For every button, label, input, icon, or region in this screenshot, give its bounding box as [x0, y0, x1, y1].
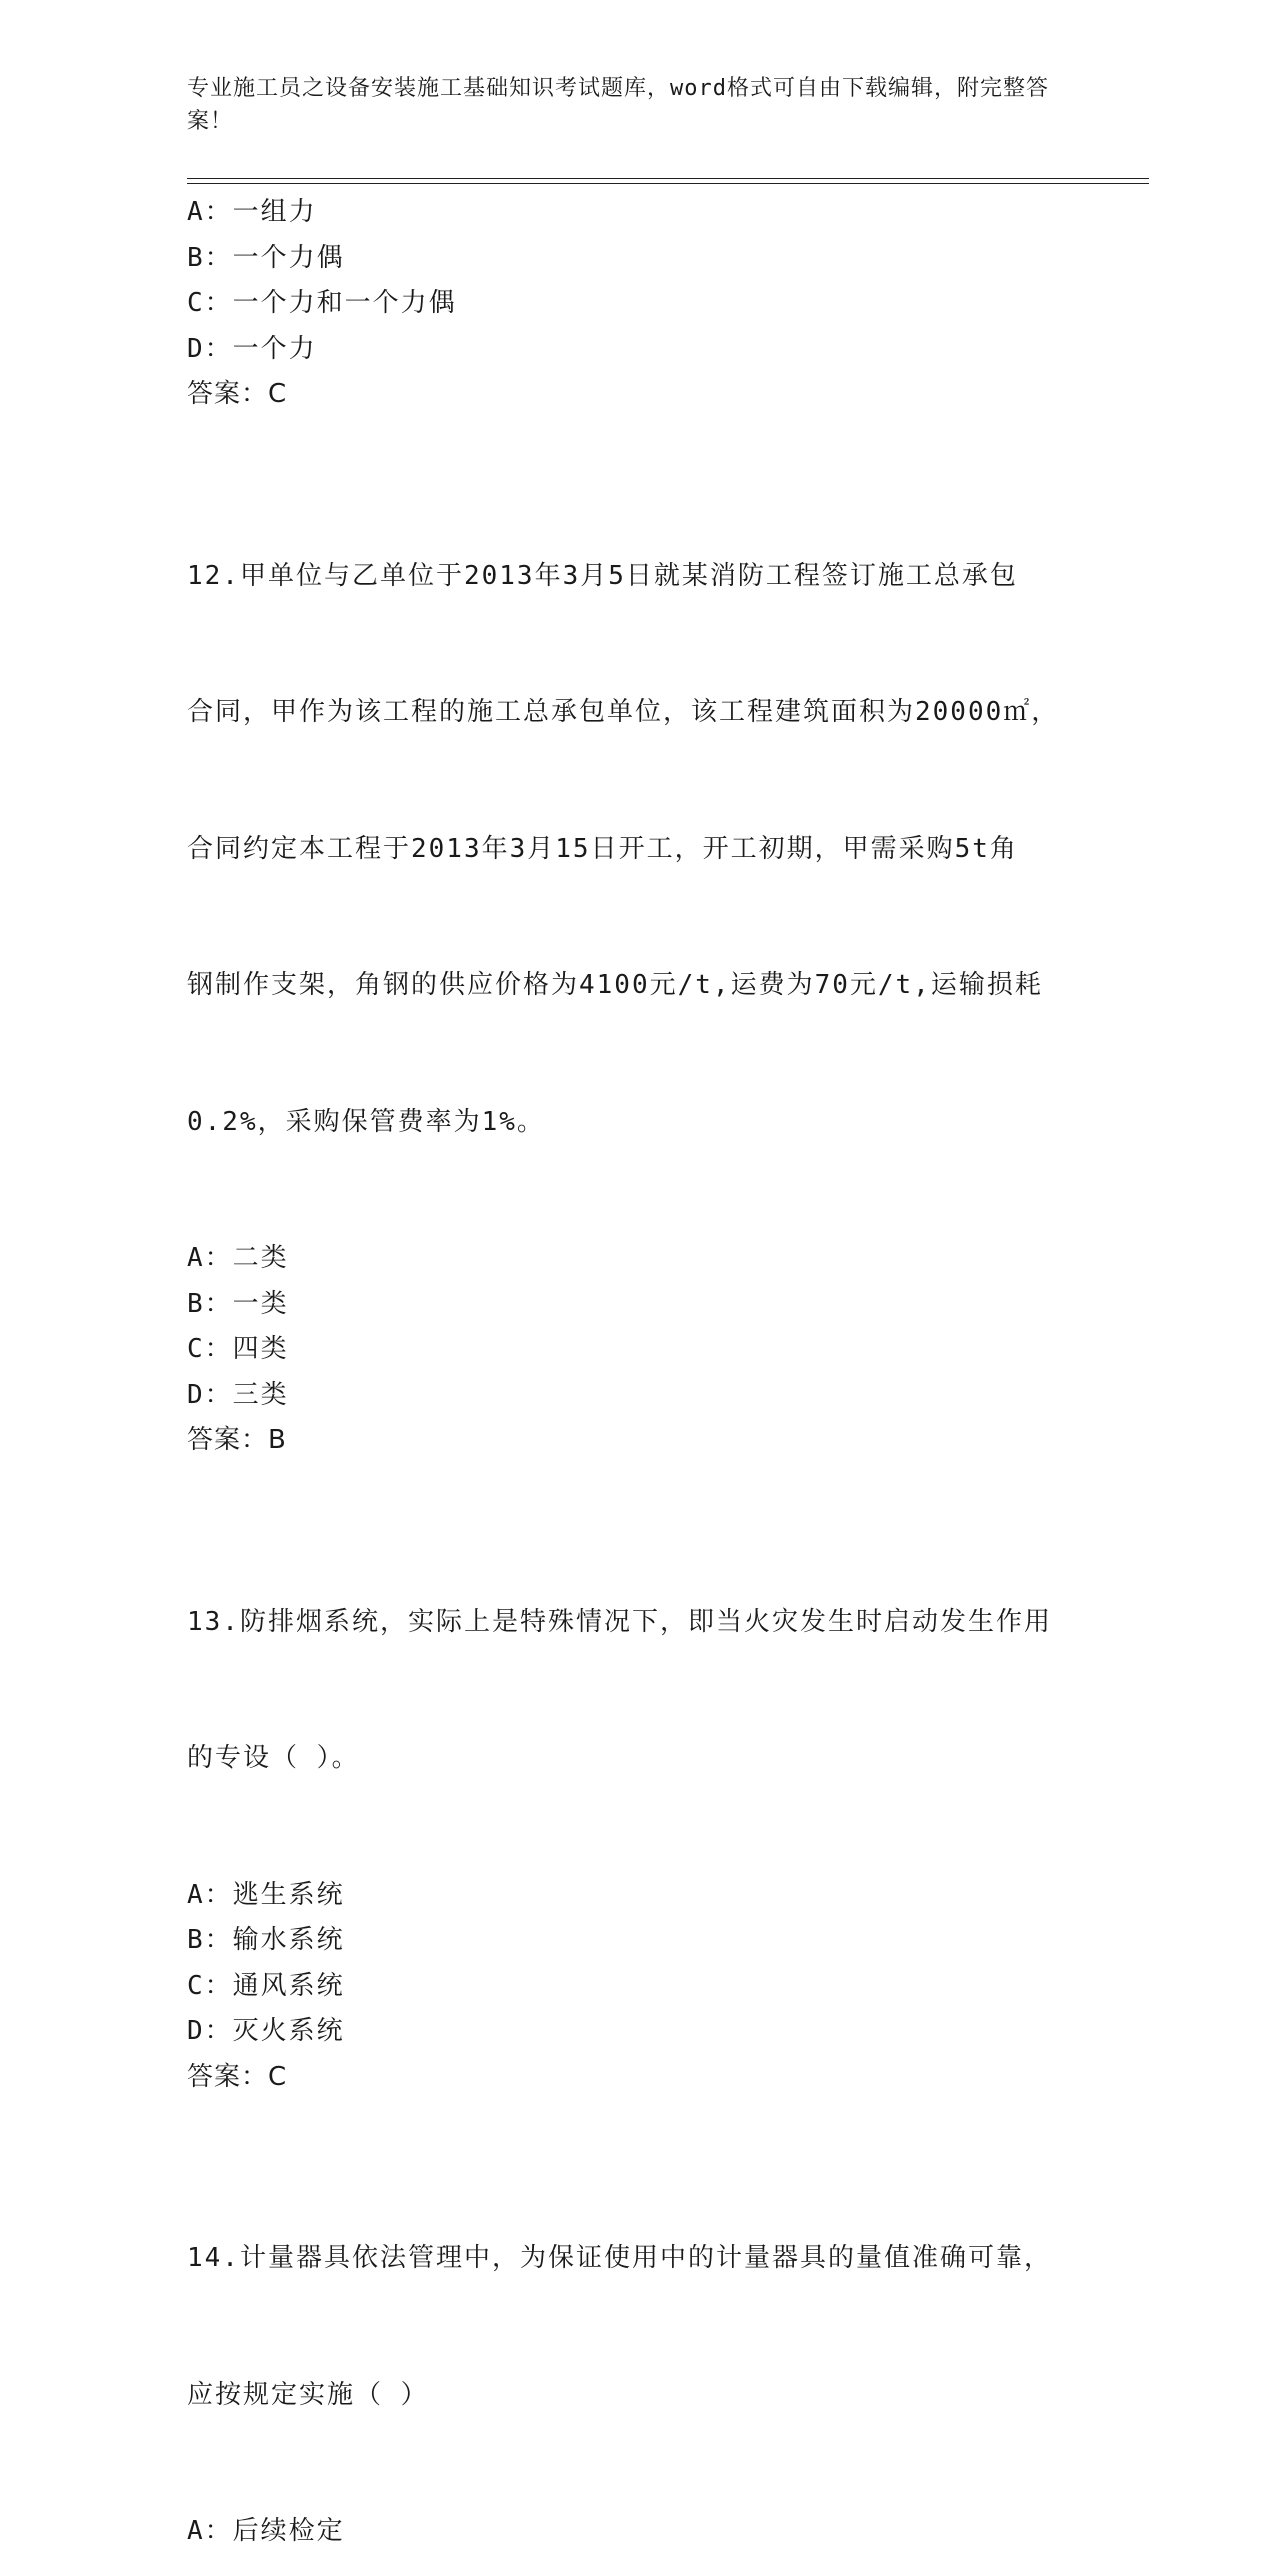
- header-divider-bottom: [187, 183, 1149, 184]
- option-c: C：四类: [187, 1334, 289, 1364]
- question-13: [187, 1509, 1067, 2101]
- question-text: [187, 1509, 1067, 1873]
- answer: 答案：C: [187, 379, 288, 409]
- option-b: B：一类: [187, 1288, 289, 1319]
- option-d: D：灭火系统: [187, 2016, 345, 2046]
- question-11: [187, 190, 1067, 418]
- question-line: 合同约定本工程于2013年3月15日开工，开工初期，甲需采购5t角: [187, 833, 1018, 864]
- question-line: 的专设（ ）。: [187, 1743, 360, 1773]
- answer: 答案：B: [187, 1425, 287, 1455]
- question-line: 0.2%，采购保管费率为1%。: [187, 1106, 545, 1137]
- answer: 答案：C: [187, 2061, 288, 2092]
- option-a: A：一组力: [187, 197, 317, 227]
- option-a: A：后续检定: [187, 2516, 345, 2546]
- option-d: D：三类: [187, 1379, 289, 1410]
- question-12: [187, 463, 1067, 1464]
- question-line: 14.计量器具依法管理中，为保证使用中的计量器具的量值准确可靠，: [187, 2243, 1052, 2273]
- question-text: [187, 2145, 1067, 2509]
- question-text: [187, 463, 1067, 1237]
- option-b: B：输水系统: [187, 1925, 345, 1955]
- question-line: 应按规定实施（ ）: [187, 2379, 429, 2410]
- question-line: 12.甲单位与乙单位于2013年3月5日就某消防工程签订施工总承包: [187, 560, 1018, 591]
- option-a: A：逃生系统: [187, 1879, 345, 1910]
- option-a: A：二类: [187, 1243, 289, 1273]
- question-line: 合同，甲作为该工程的施工总承包单位，该工程建筑面积为20000㎡，: [187, 697, 1060, 727]
- option-d: D：一个力: [187, 333, 317, 364]
- option-c: C：通风系统: [187, 1970, 345, 2001]
- header-divider-top: [187, 178, 1149, 179]
- question-line: 13.防排烟系统，实际上是特殊情况下，即当火灾发生时启动发生作用: [187, 1606, 1052, 1637]
- document-header: [187, 72, 1067, 138]
- option-b: B：一个力偶: [187, 242, 345, 273]
- question-14: [187, 2145, 1067, 2555]
- exam-content: [187, 190, 1067, 2555]
- question-line: 钢制作支架，角钢的供应价格为4100元/t,运费为70元/t,运输损耗: [187, 970, 1043, 1000]
- document-title: 专业施工员之设备安装施工基础知识考试题库，word格式可自由下载编辑，附完整答案！: [187, 76, 1049, 134]
- option-c: C：一个力和一个力偶: [187, 288, 457, 318]
